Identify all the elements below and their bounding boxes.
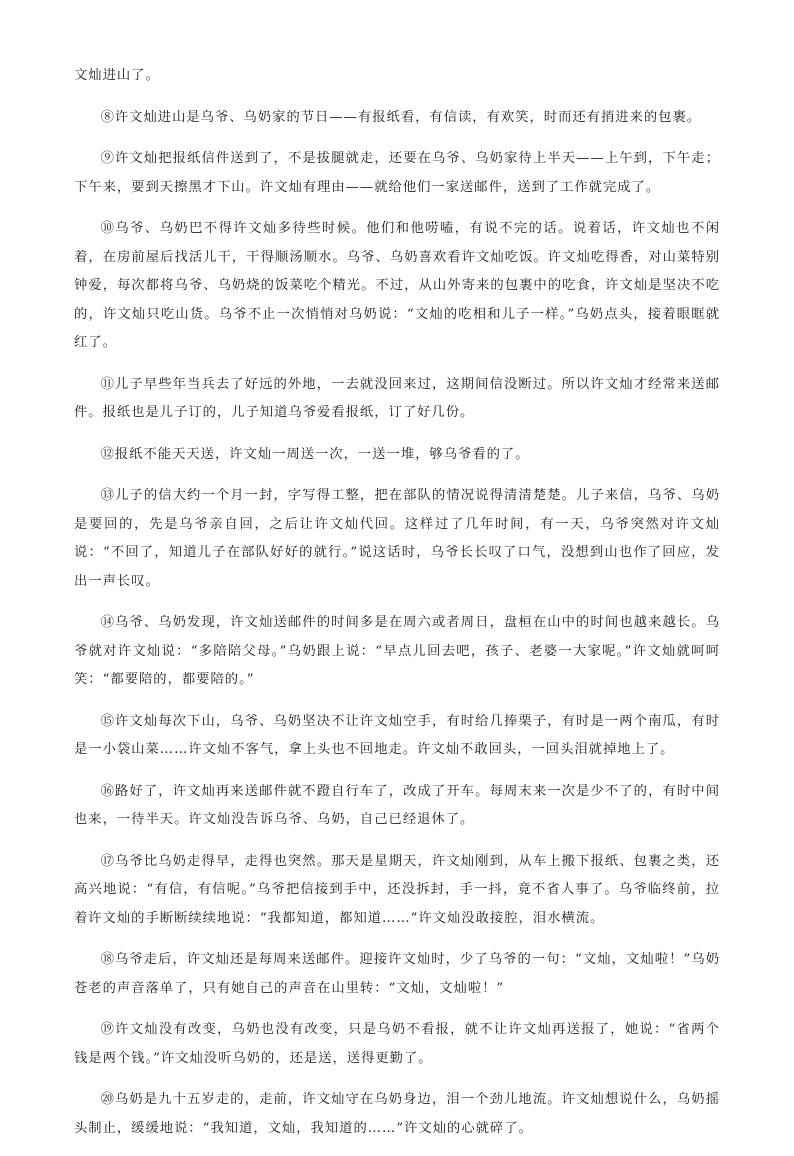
paragraph-11: ⑪儿子早些年当兵去了好远的外地，一去就没回来过，这期间信没断过。所以许文灿才经常来送邮件。报纸也是儿子订的，儿子知道乌爷爱看报纸，订了好几份。 — [74, 376, 720, 420]
paragraph-10: ⑩乌爷、乌奶巴不得许文灿多待些时候。他们和他唠嗑，有说不完的话。说着话，许文灿也不闲着，在房前屋后找活儿干，干得顺汤顺水。乌爷、乌奶喜欢看许文灿吃饭。许文灿吃得香，对山菜特别钟爱，每次都将乌爷、乌奶烧的饭菜吃个精光。不过，从山外寄来的包裹中的吃食，许文灿是坚决不吃的，许文灿只吃山货。乌爷不止一次悄悄对乌奶说：“文灿的吃相和儿子一样。”乌奶点头，接着眼眶就红了。 — [74, 221, 720, 350]
paragraph-13: ⑬儿子的信大约一个月一封，字写得工整，把在部队的情况说得清清楚楚。儿子来信，乌爷、乌奶是要回的，先是乌爷亲自回，之后让许文灿代回。这样过了几年时间，有一天，乌爷突然对许文灿说：“不回了，知道儿子在部队好好的就行。”说这话时，乌爷长长叹了口气，没想到山也作了回应，发出一声长叹。 — [74, 488, 720, 589]
document-page — [74, 62, 720, 1156]
paragraph-continuation: 文灿进山了。 — [74, 68, 160, 83]
paragraph-14: ⑭乌爷、乌奶发现，许文灿送邮件的时间多是在周六或者周日，盘桓在山中的时间也越来越长。乌爷就对许文灿说：“多陪陪父母。”乌奶跟上说：“早点儿回去吧，孩子、老婆一大家呢。”许文灿就呵呵笑：“都要陪的，都要陪的。” — [74, 615, 720, 687]
paragraph-16: ⑯路好了，许文灿再来送邮件就不蹬自行车了，改成了开车。每周末来一次是少不了的，有时中间也来，一待半天。许文灿没告诉乌爷、乌奶，自己已经退休了。 — [74, 783, 720, 827]
paragraph-17: ⑰乌爷比乌奶走得早，走得也突然。那天是星期天，许文灿刚到，从车上搬下报纸、包裹之类，还高兴地说：“有信，有信呢。”乌爷把信接到手中，还没拆封，手一抖，竟不省人事了。乌爷临终前，拉着许文灿的手断断续续地说：“我都知道，都知道……”许文灿没敢接腔，泪水横流。 — [74, 853, 720, 926]
paragraph-9: ⑨许文灿把报纸信件送到了，不是拔腿就走，还要在乌爷、乌奶家待上半天——上午到，下午走；下午来，要到天擦黑才下山。许文灿有理由——就给他们一家送邮件，送到了工作就完成了。 — [74, 151, 720, 195]
paragraph-19: ⑲许文灿没有改变，乌奶也没有改变，只是乌奶不看报，就不让许文灿再送报了，她说：“省两个钱是两个钱。”许文灿没听乌奶的，还是送，送得更勤了。 — [74, 1022, 720, 1066]
paragraph-18: ⑱乌爷走后，许文灿还是每周来送邮件。迎接许文灿时，少了乌爷的一句：“文灿，文灿啦！”乌奶苍老的声音落单了，只有她自己的声音在山里转：“文灿，文灿啦！” — [74, 952, 720, 996]
paragraph-12: ⑫报纸不能天天送，许文灿一周送一次，一送一堆，够乌爷看的了。 — [100, 446, 530, 462]
paragraph-8: ⑧许文灿进山是乌爷、乌奶家的节日——有报纸看，有信读，有欢笑，时而还有捎进来的包裹。 — [100, 109, 702, 125]
paragraph-20: ⑳乌奶是九十五岁走的，走前，许文灿守在乌奶身边，泪一个劲儿地流。许文灿想说什么，乌奶摇头制止，缓缓地说：“我知道，文灿，我知道的……”许文灿的心就碎了。 — [74, 1092, 720, 1136]
paragraph-15: ⑮许文灿每次下山，乌爷、乌奶坚决不让许文灿空手，有时给几捧栗子，有时是一两个南瓜，有时是一小袋山菜……许文灿不客气，拿上头也不回地走。许文灿不敢回头，一回头泪就掉地上了。 — [74, 713, 720, 757]
